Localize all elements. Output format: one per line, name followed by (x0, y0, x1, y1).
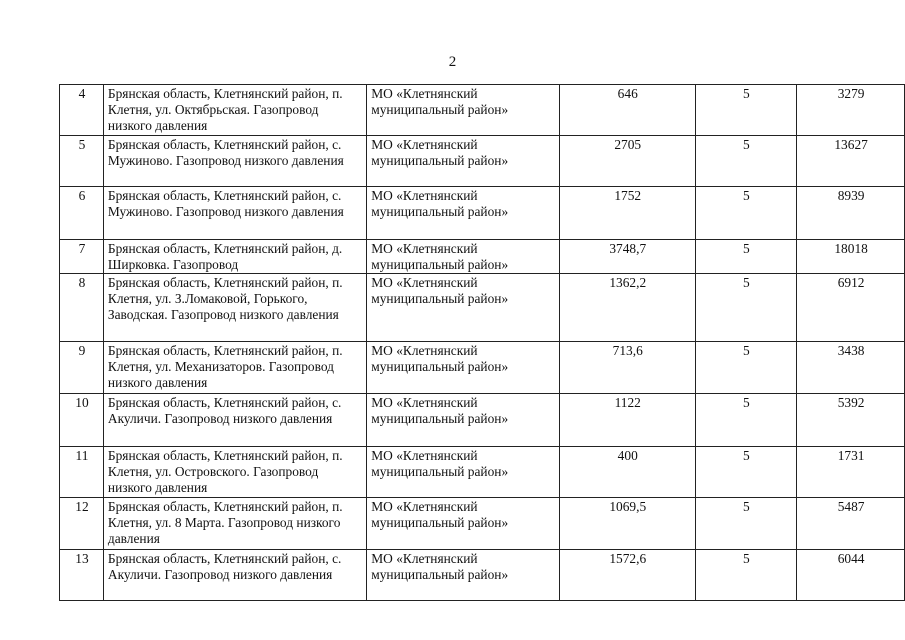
row-number-cell: 10 (60, 394, 104, 447)
length-cell: 2705 (559, 136, 695, 187)
diameter-cell: 5 (695, 136, 797, 187)
owner-cell: МО «Клетнянский муниципальный район» (367, 240, 560, 274)
row-number-cell: 7 (60, 240, 104, 274)
value-cell: 18018 (797, 240, 905, 274)
value-cell: 5392 (797, 394, 905, 447)
owner-cell: МО «Клетнянский муниципальный район» (367, 550, 560, 601)
page-number: 2 (448, 54, 457, 70)
owner-cell: МО «Клетнянский муниципальный район» (367, 274, 560, 342)
value-cell: 6912 (797, 274, 905, 342)
address-cell: Брянская область, Клетнянский район, п. Клетня, ул. Октябрьская. Газопровод низкого давления (103, 85, 366, 136)
length-cell: 400 (559, 447, 695, 498)
row-number-cell: 13 (60, 550, 104, 601)
table-row (60, 240, 905, 274)
value-cell: 1731 (797, 447, 905, 498)
value-cell: 3279 (797, 85, 905, 136)
address-cell: Брянская область, Клетнянский район, с. Акуличи. Газопровод низкого давления (103, 550, 366, 601)
table-row (60, 85, 905, 136)
diameter-cell: 5 (695, 342, 797, 394)
table-row (60, 274, 905, 342)
value-cell: 5487 (797, 498, 905, 550)
address-cell: Брянская область, Клетнянский район, с. Акуличи. Газопровод низкого давления (103, 394, 366, 447)
table-row (60, 342, 905, 394)
owner-cell: МО «Клетнянский муниципальный район» (367, 394, 560, 447)
row-number-cell: 8 (60, 274, 104, 342)
diameter-cell: 5 (695, 187, 797, 240)
table-row (60, 498, 905, 550)
value-cell: 8939 (797, 187, 905, 240)
diameter-cell: 5 (695, 498, 797, 550)
owner-cell: МО «Клетнянский муниципальный район» (367, 342, 560, 394)
gas-pipeline-table (59, 84, 905, 601)
owner-cell: МО «Клетнянский муниципальный район» (367, 187, 560, 240)
diameter-cell: 5 (695, 274, 797, 342)
row-number-cell: 5 (60, 136, 104, 187)
length-cell: 1572,6 (559, 550, 695, 601)
length-cell: 3748,7 (559, 240, 695, 274)
table-row (60, 394, 905, 447)
address-cell: Брянская область, Клетнянский район, п. Клетня, ул. 8 Марта. Газопровод низкого давления (103, 498, 366, 550)
address-cell: Брянская область, Клетнянский район, п. Клетня, ул. Механизаторов. Газопровод низкого давления (103, 342, 366, 394)
table-row (60, 447, 905, 498)
address-cell: Брянская область, Клетнянский район, д. Ширковка. Газопровод (103, 240, 366, 274)
row-number-cell: 9 (60, 342, 104, 394)
length-cell: 1362,2 (559, 274, 695, 342)
row-number-cell: 12 (60, 498, 104, 550)
row-number-cell: 4 (60, 85, 104, 136)
address-cell: Брянская область, Клетнянский район, с. Мужиново. Газопровод низкого давления (103, 136, 366, 187)
owner-cell: МО «Клетнянский муниципальный район» (367, 136, 560, 187)
row-number-cell: 11 (60, 447, 104, 498)
value-cell: 3438 (797, 342, 905, 394)
value-cell: 6044 (797, 550, 905, 601)
table-row (60, 550, 905, 601)
length-cell: 1069,5 (559, 498, 695, 550)
diameter-cell: 5 (695, 447, 797, 498)
table-row (60, 187, 905, 240)
address-cell: Брянская область, Клетнянский район, п. Клетня, ул. Островского. Газопровод низкого давления (103, 447, 366, 498)
diameter-cell: 5 (695, 394, 797, 447)
owner-cell: МО «Клетнянский муниципальный район» (367, 85, 560, 136)
address-cell: Брянская область, Клетнянский район, п. Клетня, ул. З.Ломаковой, Горького, Заводская. Газопровод низкого давления (103, 274, 366, 342)
table-row (60, 136, 905, 187)
value-cell: 13627 (797, 136, 905, 187)
diameter-cell: 5 (695, 550, 797, 601)
diameter-cell: 5 (695, 85, 797, 136)
owner-cell: МО «Клетнянский муниципальный район» (367, 447, 560, 498)
length-cell: 1122 (559, 394, 695, 447)
owner-cell: МО «Клетнянский муниципальный район» (367, 498, 560, 550)
row-number-cell: 6 (60, 187, 104, 240)
length-cell: 713,6 (559, 342, 695, 394)
length-cell: 646 (559, 85, 695, 136)
table-body (60, 85, 905, 601)
address-cell: Брянская область, Клетнянский район, с. Мужиново. Газопровод низкого давления (103, 187, 366, 240)
length-cell: 1752 (559, 187, 695, 240)
diameter-cell: 5 (695, 240, 797, 274)
